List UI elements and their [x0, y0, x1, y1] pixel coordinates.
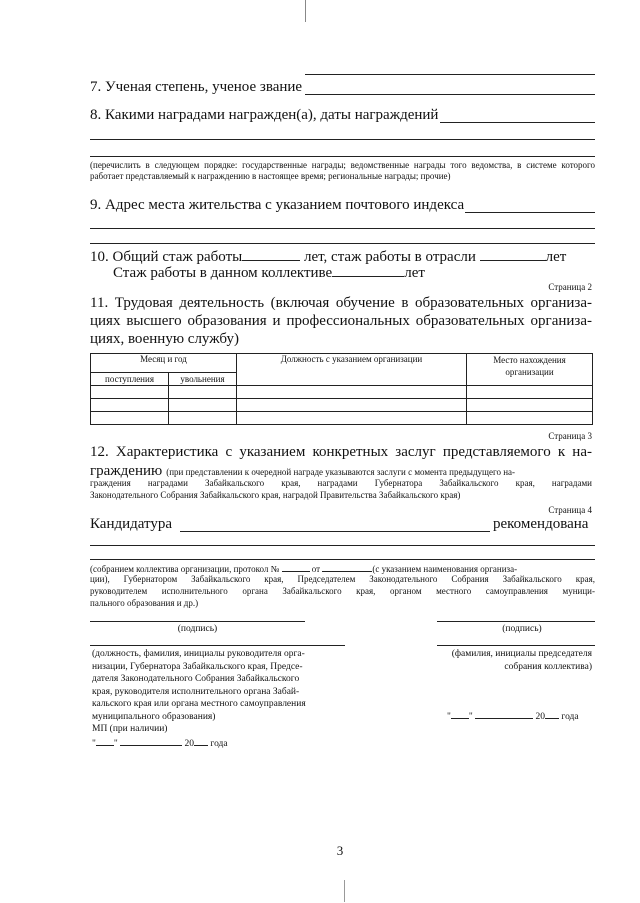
table-cell[interactable] [169, 386, 237, 399]
sign-right-desc-line: (фамилия, инициалы председателя [451, 649, 592, 659]
team-years-label: Стаж работы в данном коллективе [113, 265, 333, 281]
recommend-note-line2: ции), Губернатором Забайкальского края, Председателем Законодательного Собрания Забайкальского края, [90, 574, 595, 584]
year-field-right [545, 709, 559, 719]
recommend-note-line3: руководителем исполнительного органа Забайкальского края, органом местного самоуправления муници- [90, 586, 595, 596]
recommend-note-line4: пального образования и др.) [90, 598, 199, 608]
signature-line-left [90, 621, 305, 622]
col-location [467, 354, 593, 386]
sign-left-desc-line: муниципального образования) [92, 711, 216, 722]
signature-left-caption: (подпись) [177, 624, 218, 634]
year-suffix: года [210, 738, 228, 749]
candidacy-name-line [180, 531, 490, 532]
item9-answer-line-2 [90, 228, 595, 229]
month-field-left [120, 736, 182, 746]
table-row [91, 386, 593, 399]
col-location-line2: организации [505, 367, 554, 377]
sign-left-desc-line: дателя Законодательного Собрания Забайкальского [92, 674, 300, 684]
note-from: от [311, 564, 321, 574]
table-cell[interactable] [169, 399, 237, 412]
date-right [447, 709, 579, 724]
table-cell[interactable] [237, 399, 467, 412]
item11-line3: циях, военную службу) [90, 331, 239, 347]
table-cell[interactable] [467, 399, 593, 412]
sign-left-desc-line: края, руководителя исполнительного органа Забай- [92, 686, 300, 697]
year-prefix: 20 [184, 738, 195, 749]
item9-label: 9. Адрес места жительства с указанием почтового индекса [90, 197, 465, 213]
sign-left-desc-line: кальского края или органа местного самоуправления [92, 699, 306, 709]
item9-answer-line-3 [90, 243, 595, 244]
item12-line4: Законодательного Собрания Забайкальского края, наградой Правительства Забайкальского края) [90, 490, 461, 500]
table-cell[interactable] [467, 386, 593, 399]
item12-line2-small: (при представлении к очередной награде указываются заслуги с момента предыдущего на- [166, 467, 515, 477]
protocol-date-field [322, 562, 372, 572]
item11-line2: циях высшего образования и профессиональных образовательных организа- [90, 313, 592, 329]
day-field-right [451, 709, 469, 719]
col-end: увольнения [169, 373, 237, 386]
item9-answer-line-1 [465, 212, 595, 213]
item12-line2-big: граждению [90, 463, 163, 479]
table-cell[interactable] [467, 412, 593, 425]
item8-answer-line-1 [440, 122, 595, 123]
date-quote: " [468, 712, 473, 722]
col-start: поступления [91, 373, 169, 386]
year-prefix: 20 [535, 712, 546, 722]
item8-answer-line-3 [90, 156, 595, 157]
page4-marker: Страница 4 [548, 505, 592, 515]
sign-left-desc-line: (должность, фамилия, инициалы руководителя орга- [92, 649, 305, 659]
item8-answer-line-2 [90, 139, 595, 140]
item8-note: (перечислить в следующем порядке: государственные награды; ведомственные награды того ведомства, в системе которого работает представляемый к награждению в настоящее время; региональные награды; прочие) [90, 160, 595, 181]
scan-artifact-line [305, 0, 306, 22]
table-cell[interactable] [169, 412, 237, 425]
page-number: 3 [336, 843, 344, 858]
team-years-field [332, 264, 404, 277]
month-field-right [475, 709, 533, 719]
signature-line-right [437, 621, 595, 622]
table-cell[interactable] [237, 386, 467, 399]
item7-label: 7. Ученая степень, ученое звание [90, 79, 303, 95]
date-quote: " [113, 738, 118, 749]
sign-left-desc-line: низации, Губернатора Забайкальского края, Предсе- [92, 661, 303, 672]
date-left [92, 736, 352, 751]
col-position: Должность с указанием организации [237, 354, 467, 386]
day-field-left [96, 736, 114, 746]
sign-left-desc [92, 648, 352, 750]
item8-label: 8. Какими наградами награжден(а), даты награждений [90, 107, 439, 123]
item11-line1: 11. Трудовая деятельность (включая обучение в образовательных организа- [90, 295, 592, 311]
sign-right-desc-line: собрания коллектива) [504, 661, 592, 672]
table-header-row [91, 354, 593, 373]
candidacy-recommended: рекомендована [493, 516, 589, 532]
col-month-year: Месяц и год [91, 354, 237, 373]
table-cell[interactable] [91, 399, 169, 412]
date-quote: " [447, 712, 451, 722]
item7-answer-line [305, 94, 595, 95]
name-line-right [437, 645, 595, 646]
team-years-unit: лет [404, 265, 425, 281]
candidacy-label: Кандидатура [90, 516, 173, 532]
top-line [305, 74, 595, 75]
seal-label: МП (при наличии) [92, 724, 168, 734]
item12-line1: 12. Характеристика с указанием конкретных заслуг представляемого к на- [90, 444, 592, 460]
total-years-field [242, 248, 300, 261]
table-row [91, 399, 593, 412]
industry-years-field [480, 248, 546, 261]
item12-line3: граждения наградами Забайкальского края, наградами Губернатора Забайкальского края, наградами [90, 478, 592, 488]
table-cell[interactable] [91, 386, 169, 399]
page2-marker: Страница 2 [548, 282, 592, 292]
item10-row2 [113, 264, 425, 282]
page3-marker: Страница 3 [548, 431, 592, 441]
note-org: (с указанием наименования организа- [372, 564, 518, 574]
year-suffix: года [561, 712, 579, 722]
position-line-left [90, 645, 345, 646]
signature-right-caption: (подпись) [502, 624, 542, 634]
scan-artifact-bottom [344, 880, 345, 902]
candidacy-line-3 [90, 559, 595, 560]
col-location-line1: Место нахождения [493, 355, 566, 365]
candidacy-line-2 [90, 545, 595, 546]
item10-total-label: 10. Общий стаж работы [90, 249, 243, 265]
sign-right-desc [420, 648, 592, 673]
item10-years-industry: лет, стаж работы в отрасли [303, 249, 476, 265]
item10-years-unit: лет [545, 249, 567, 265]
work-history-table [90, 353, 593, 425]
table-cell[interactable] [237, 412, 467, 425]
table-row [91, 412, 593, 425]
note-protocol: (собранием коллектива организации, протокол № [90, 564, 280, 574]
table-cell[interactable] [91, 412, 169, 425]
year-field-left [194, 736, 208, 746]
protocol-number-field [282, 562, 310, 572]
date-quote: " [92, 738, 96, 749]
